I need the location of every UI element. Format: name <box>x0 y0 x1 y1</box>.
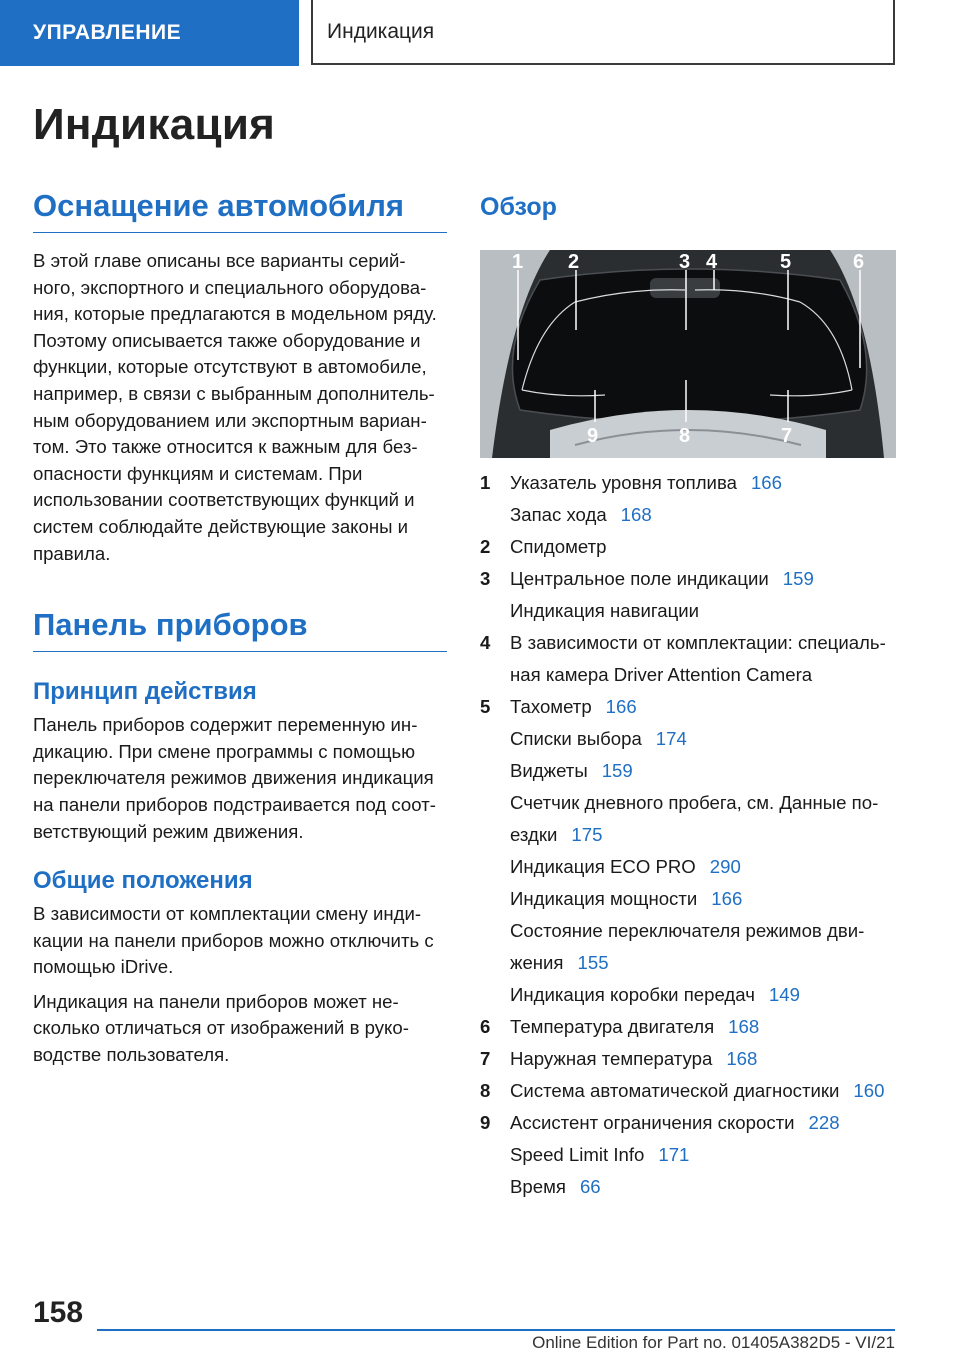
legend-number <box>480 598 510 625</box>
left-column <box>33 188 447 1069</box>
principle-text <box>33 712 447 845</box>
legend-number <box>480 726 510 753</box>
text-line: В этой главе описаны все варианты серий- <box>33 250 406 271</box>
legend-text <box>510 1110 896 1137</box>
legend-number <box>480 918 510 945</box>
page-title: Индикация <box>33 100 276 149</box>
legend-label: Время <box>510 1175 566 1197</box>
text-line: сколько отличаться от изображений в руко- <box>33 1017 409 1039</box>
legend-label: Счетчик дневного пробега, см. Данные по- <box>510 791 879 813</box>
legend-number <box>480 1174 510 1201</box>
general-text-1 <box>33 901 447 981</box>
legend-item <box>480 1014 896 1041</box>
legend-text <box>510 1174 896 1201</box>
legend-item <box>480 1078 896 1105</box>
right-column <box>480 188 896 1206</box>
principle-heading: Принцип действия <box>33 678 257 706</box>
callout-4: 4 <box>706 251 718 273</box>
page-reference-link[interactable]: 166 <box>750 472 782 493</box>
legend-label: Указатель уровня топлива <box>510 472 737 493</box>
page-reference-link[interactable]: 160 <box>853 1079 885 1101</box>
legend-number <box>480 822 510 849</box>
legend-text <box>510 534 896 561</box>
legend-item <box>480 470 896 497</box>
page-reference-link[interactable]: 175 <box>571 823 603 845</box>
legend-text <box>510 982 896 1009</box>
legend-item <box>480 1046 896 1073</box>
legend-label: Ассистент ограничения скорости <box>510 1111 795 1133</box>
legend-number <box>480 1142 510 1169</box>
callout-2: 2 <box>568 251 580 273</box>
legend-item <box>480 822 896 849</box>
legend-number: 2 <box>480 535 491 557</box>
text-line: водстве пользователя. <box>33 1044 230 1066</box>
legend-item <box>480 1110 896 1137</box>
legend-text <box>510 662 896 689</box>
legend-text <box>510 1142 896 1169</box>
text-line: на панели приборов подстраивается под соот- <box>33 793 436 815</box>
text-line: ного, экспортного и специального оборудова- <box>33 276 427 298</box>
text-line: Панель приборов содержит переменную ин- <box>33 714 418 736</box>
legend-number <box>480 662 510 689</box>
legend-item <box>480 598 896 625</box>
legend-text <box>510 790 896 817</box>
legend-number: 1 <box>480 472 491 493</box>
equipment-text <box>33 248 447 567</box>
page-reference-link[interactable]: 159 <box>601 759 633 781</box>
legend-text <box>510 950 896 977</box>
legend-label: ездки <box>510 823 558 845</box>
callout-6: 6 <box>853 251 865 273</box>
legend-label: Состояние переключателя режимов дви- <box>510 919 865 941</box>
legend-label: Индикация навигации <box>510 599 700 621</box>
legend-text <box>510 854 896 881</box>
text-line: ветствующий режим движения. <box>33 820 304 842</box>
text-line: помощью iDrive. <box>33 956 174 978</box>
section-tab: УПРАВЛЕНИЕ <box>0 0 299 66</box>
legend-label: Списки выбора <box>510 727 642 749</box>
overview-heading: Обзор <box>480 193 557 221</box>
legend-item <box>480 1142 896 1169</box>
page-reference-link[interactable]: 66 <box>579 1175 601 1197</box>
legend-item <box>480 726 896 753</box>
legend-label: Спидометр <box>510 535 607 557</box>
legend-label: жения <box>510 951 564 973</box>
text-line: опасности функциям и системам. При <box>33 462 363 484</box>
legend-item <box>480 566 896 593</box>
callout-8: 8 <box>679 425 691 447</box>
legend-item <box>480 662 896 689</box>
legend-text <box>510 502 896 529</box>
page-reference-link[interactable]: 171 <box>658 1143 690 1165</box>
page-number: 158 <box>33 1296 84 1329</box>
text-line: систем соблюдайте действующие законы и <box>33 515 409 537</box>
legend-label: Speed Limit Info <box>510 1143 645 1165</box>
legend-number <box>480 502 510 529</box>
text-line: Поэтому описывается также оборудование и <box>33 329 421 351</box>
legend-text <box>510 886 896 913</box>
text-line: переключателя режимов движения индикация <box>33 767 434 789</box>
legend-label: Индикация коробки передач <box>510 983 755 1005</box>
instrument-panel-heading: Панель приборов <box>33 607 447 652</box>
legend-number <box>480 886 510 913</box>
legend-item <box>480 758 896 785</box>
legend-label: Центральное поле индикации <box>510 567 769 589</box>
legend-label: Виджеты <box>510 759 588 781</box>
legend-number: 5 <box>480 695 491 717</box>
page-reference-link[interactable]: 168 <box>728 1015 760 1037</box>
text-line: дикацию. При смене программы с помощью <box>33 740 416 762</box>
text-line: Индикация на панели приборов может не- <box>33 990 399 1012</box>
legend-label: Индикация ECO PRO <box>510 855 696 877</box>
page-reference-link[interactable]: 166 <box>711 887 743 909</box>
page-reference-link[interactable]: 155 <box>577 951 609 973</box>
text-line: ным оборудованием или экспортным вариан- <box>33 409 427 431</box>
legend-text <box>510 918 896 945</box>
legend-number <box>480 950 510 977</box>
legend-item <box>480 950 896 977</box>
legend-text <box>510 726 896 753</box>
callout-9: 9 <box>587 425 599 447</box>
footer-edition: Online Edition for Part no. 01405A382D5 - VI/21 <box>532 1333 895 1352</box>
callout-1: 1 <box>512 251 524 273</box>
legend-label: Запас хода <box>510 503 607 525</box>
page-reference-link[interactable]: 290 <box>709 855 741 877</box>
legend-number: 9 <box>480 1111 491 1133</box>
legend-item <box>480 790 896 817</box>
equipment-heading: Оснащение автомобиля <box>33 188 447 233</box>
footer-divider <box>97 1329 895 1331</box>
legend-text <box>510 1046 896 1073</box>
legend-number <box>480 758 510 785</box>
legend-label: В зависимости от комплектации: специаль- <box>510 631 886 653</box>
text-line: том. Это также относится к важным для без- <box>33 436 418 458</box>
legend-number: 3 <box>480 567 491 589</box>
legend-text <box>510 470 896 497</box>
overview-legend <box>480 470 896 1200</box>
legend-text <box>510 630 896 657</box>
legend-number: 7 <box>480 1047 491 1069</box>
legend-item <box>480 886 896 913</box>
text-line: правила. <box>33 542 111 564</box>
legend-number: 4 <box>480 631 491 653</box>
chapter-title: Индикация <box>327 19 435 43</box>
legend-label: Тахометр <box>510 695 592 717</box>
legend-item <box>480 502 896 529</box>
page-reference-link[interactable]: 168 <box>726 1047 758 1069</box>
legend-number <box>480 854 510 881</box>
callout-3: 3 <box>679 251 691 273</box>
legend-text <box>510 694 896 721</box>
page-reference-link[interactable]: 168 <box>620 503 652 525</box>
instrument-cluster-figure <box>480 250 896 458</box>
text-line: кации на панели приборов можно отключить с <box>33 929 434 951</box>
legend-item <box>480 694 896 721</box>
text-line: функции, которые отсутствуют в автомобиле, <box>33 356 427 378</box>
general-text-2 <box>33 989 447 1069</box>
legend-item <box>480 630 896 657</box>
legend-number <box>480 790 510 817</box>
text-line: использовании соответствующих функций и <box>33 489 415 511</box>
text-line: например, в связи с выбранным дополнитель- <box>33 382 435 404</box>
legend-text <box>510 1078 896 1105</box>
page-reference-link[interactable]: 159 <box>782 567 814 589</box>
legend-item <box>480 534 896 561</box>
legend-text <box>510 822 896 849</box>
legend-number: 8 <box>480 1079 491 1101</box>
page-reference-link[interactable]: 166 <box>605 695 637 717</box>
text-line: ния, которые предлагаются в модельном ряду. <box>33 303 437 325</box>
callout-5: 5 <box>780 251 792 273</box>
legend-item <box>480 854 896 881</box>
legend-text <box>510 1014 896 1041</box>
page-reference-link[interactable]: 174 <box>655 727 687 749</box>
legend-number <box>480 982 510 1009</box>
page-reference-link[interactable]: 228 <box>808 1111 840 1133</box>
chapter-header <box>311 0 895 65</box>
page-reference-link[interactable]: 149 <box>768 983 800 1005</box>
text-line: В зависимости от комплектации смену инди- <box>33 903 422 925</box>
instrument-cluster-illustration <box>480 250 896 458</box>
legend-item <box>480 918 896 945</box>
legend-label: ная камера Driver Attention Camera <box>510 663 813 685</box>
legend-number: 6 <box>480 1015 491 1037</box>
general-heading: Общие положения <box>33 867 253 895</box>
legend-text <box>510 598 896 625</box>
legend-text <box>510 758 896 785</box>
callout-7: 7 <box>781 425 793 447</box>
legend-text <box>510 566 896 593</box>
legend-item <box>480 982 896 1009</box>
legend-item <box>480 1174 896 1201</box>
legend-label: Наружная температура <box>510 1047 713 1069</box>
legend-label: Температура двигателя <box>510 1015 715 1037</box>
legend-label: Индикация мощности <box>510 887 698 909</box>
legend-label: Система автоматической диагностики <box>510 1079 840 1101</box>
